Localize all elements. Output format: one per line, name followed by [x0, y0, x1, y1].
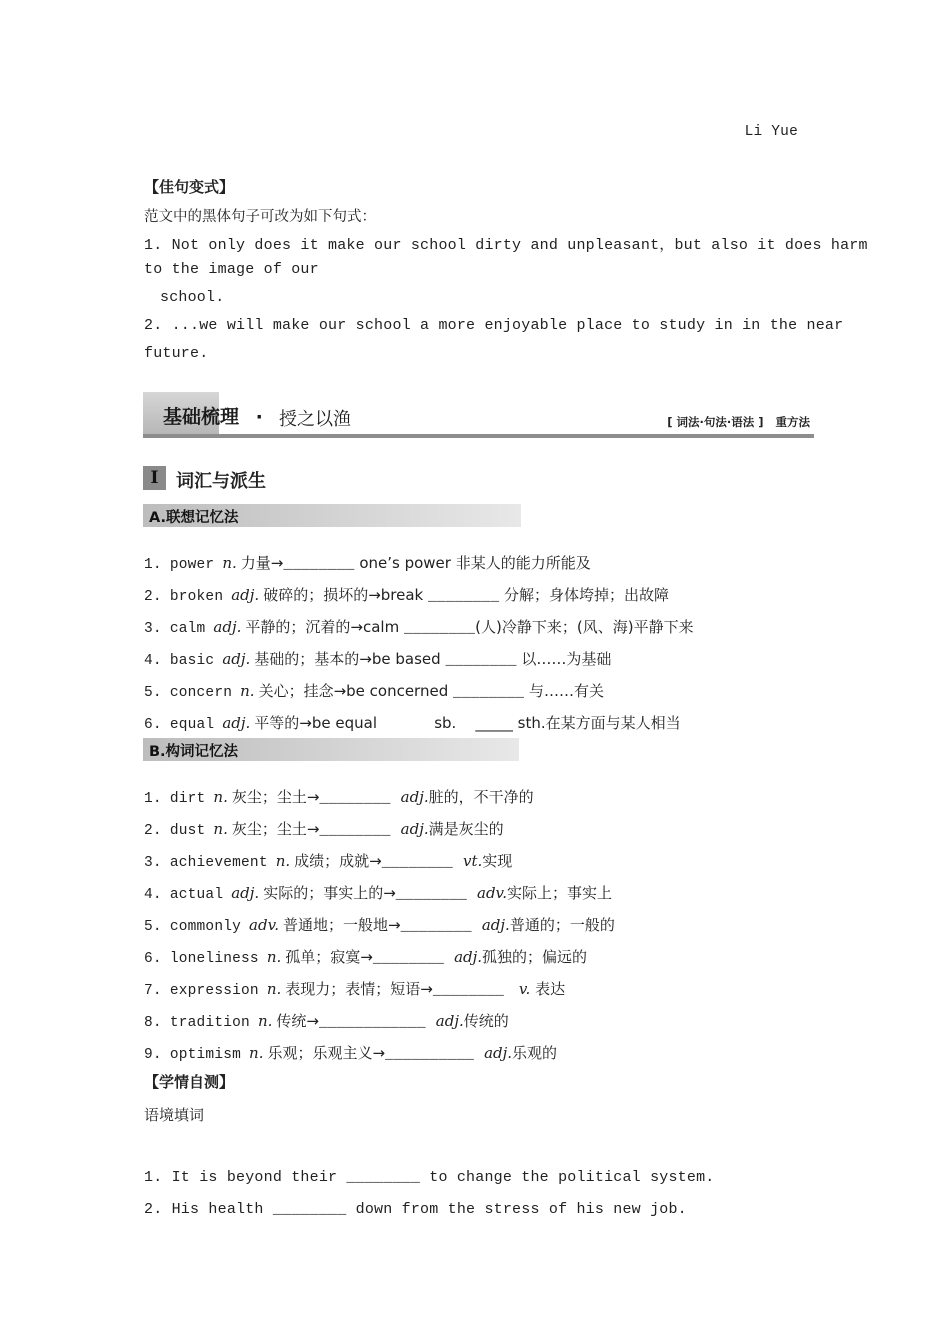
item-word: actual [169, 887, 224, 903]
item-pos: adj. [222, 714, 251, 732]
item-word: concern [169, 685, 233, 701]
item-pos-derived: vt. [462, 852, 483, 870]
item-rest: 传统的 [463, 1012, 509, 1030]
vocab-item [144, 914, 615, 935]
item-rest: 乐观的 [512, 1044, 558, 1062]
item-number: 9. [144, 1047, 162, 1063]
selftest-subheading: 语境填词 [144, 1106, 205, 1124]
item-number: 4. [144, 653, 162, 669]
item-word: dirt [169, 791, 206, 807]
item-rest: 分解；身体垮掉；出故障 [499, 586, 670, 604]
item-number: 6. [144, 717, 162, 733]
item-pos: n. [222, 554, 237, 572]
item-word: tradition [169, 1015, 250, 1031]
item-number: 3. [144, 855, 162, 871]
item-blank: ________ [403, 621, 476, 637]
item-rest: 实现 [482, 852, 513, 870]
item-number: 2. [144, 823, 162, 839]
vocab-item [144, 786, 534, 807]
item-pos-derived: adj. [400, 788, 429, 806]
item-word: achievement [169, 855, 268, 871]
item-meaning: 灰尘；尘土→ [231, 788, 320, 806]
item-word: optimism [169, 1047, 242, 1063]
item-meaning: 灰尘；尘土→ [231, 820, 320, 838]
item-blank: ________ [319, 823, 391, 839]
item-meaning: 平等的→be equal [254, 714, 377, 732]
variation-item1-line3: school. [160, 289, 225, 306]
item-rest: 孤独的；偏远的 [482, 948, 588, 966]
item-blank: ________ [445, 653, 517, 669]
part-a-bar [143, 504, 521, 527]
selftest-heading: 【学情自测】 [144, 1073, 235, 1091]
item-meaning: 关心；挂念→be concerned [258, 682, 453, 700]
item-meaning: 表现力；表情；短语→ [285, 980, 433, 998]
section-title: 词汇与派生 [176, 471, 266, 492]
vocab-item [144, 1042, 557, 1063]
item-meaning: 孤单；寂寞→ [285, 948, 373, 966]
item-rest: 与……有关 [524, 682, 604, 700]
vocab-item [144, 648, 611, 669]
item-rest: 脏的，不干净的 [428, 788, 534, 806]
item-rest: 普通的；一般的 [509, 916, 615, 934]
item-pos-derived: adj. [484, 1044, 513, 1062]
item-rest: sb. _____ sth.在某方面与某人相当 [377, 714, 681, 732]
item-pos-derived: v. [514, 980, 531, 998]
item-word: commonly [169, 919, 242, 935]
item-word: basic [169, 653, 215, 669]
item-rest: one’s power 非某人的能力所能及 [354, 554, 591, 572]
vocab-item [144, 1010, 509, 1031]
part-b-bar [143, 738, 519, 761]
variation-item2-line1: 2. ...we will make our school a more enjoyable place to study in in the near [144, 317, 844, 334]
item-meaning: 破碎的；损坏的→break [263, 586, 429, 604]
item-number: 2. [144, 589, 162, 605]
item-blank: ________ [453, 685, 525, 701]
item-meaning: 乐观；乐观主义→ [267, 1044, 386, 1062]
vocab-item [144, 946, 587, 967]
section-number-mark: I [143, 466, 166, 490]
item-blank: ________ [319, 791, 391, 807]
banner-subtitle: 授之以渔 [279, 409, 351, 430]
variation-item2-line2: future. [144, 345, 209, 362]
item-number: 1. [144, 557, 162, 573]
item-number: 5. [144, 685, 162, 701]
banner-right-brackets: [ 词法·句法·语法 ] [667, 415, 764, 429]
vocab-item [144, 616, 694, 637]
item-pos-derived: adj. [454, 948, 483, 966]
item-word: loneliness [169, 951, 259, 967]
part-b-title: B.构词记忆法 [149, 744, 239, 760]
item-number: 6. [144, 951, 162, 967]
item-pos-derived: adj. [400, 820, 429, 838]
item-number: 7. [144, 983, 162, 999]
item-pos: n. [213, 820, 228, 838]
variation-item1-line2: to the image of our [144, 261, 319, 278]
part-a-title: A.联想记忆法 [149, 510, 239, 526]
item-number: 4. [144, 887, 162, 903]
item-blank: ________ [428, 589, 500, 605]
item-pos: n. [257, 1012, 273, 1030]
item-meaning: 成绩；成就→ [294, 852, 382, 870]
item-meaning: 力量→ [240, 554, 284, 572]
section-banner [143, 392, 814, 438]
variation-heading: 【佳句变式】 [144, 178, 235, 196]
item-meaning: 传统→ [276, 1012, 319, 1030]
item-word: expression [169, 983, 259, 999]
vocab-item [144, 850, 512, 871]
item-blank: ________ [395, 887, 467, 903]
banner-title [163, 402, 263, 429]
item-rest: 表达 [530, 980, 566, 998]
item-rest: 实际上；事实上 [507, 884, 613, 902]
item-pos: n. [266, 980, 282, 998]
item-number: 8. [144, 1015, 162, 1031]
vocab-item [144, 712, 681, 733]
item-meaning: 基础的；基本的→be based [254, 650, 446, 668]
item-pos: n. [275, 852, 291, 870]
item-blank: ________ [381, 855, 453, 871]
item-meaning: 平静的；沉着的→calm [245, 618, 404, 636]
vocab-item [144, 584, 669, 605]
banner-rule [143, 434, 814, 438]
item-rest: 以……为基础 [516, 650, 612, 668]
vocab-item [144, 818, 504, 839]
variation-intro: 范文中的黑体句子可改为如下句式： [144, 209, 376, 225]
item-blank: __________ [385, 1047, 475, 1063]
item-word: dust [169, 823, 206, 839]
item-word: power [169, 557, 215, 573]
item-pos: adj. [213, 618, 242, 636]
selftest-question-2: 2. His health ________ down from the stress of his new job. [144, 1201, 687, 1218]
item-pos-derived: adv. [477, 884, 508, 902]
item-meaning: 普通地；一般地→ [283, 916, 401, 934]
vocab-item [144, 680, 604, 701]
item-rest: (人)冷静下来；(风、海)平静下来 [475, 618, 694, 636]
item-word: calm [169, 621, 206, 637]
item-word: broken [169, 589, 224, 605]
item-number: 3. [144, 621, 162, 637]
item-blank: ________ [283, 557, 355, 573]
item-blank: ________ [372, 951, 445, 967]
item-pos: n. [266, 948, 282, 966]
item-pos-derived: adj. [435, 1012, 464, 1030]
vocab-item [144, 978, 565, 999]
selftest-question-1: 1. It is beyond their ________ to change the political system. [144, 1169, 715, 1186]
item-rest: 满是灰尘的 [428, 820, 504, 838]
item-blank: ____________ [318, 1015, 426, 1031]
item-number: 1. [144, 791, 162, 807]
item-pos: adj. [231, 586, 260, 604]
item-pos: adj. [222, 650, 251, 668]
banner-dot: · [255, 406, 263, 428]
item-blank: ________ [400, 919, 472, 935]
item-pos: n. [249, 1044, 264, 1062]
item-meaning: 实际的；事实上的→ [263, 884, 396, 902]
banner-title-text: 基础梳理 [163, 406, 240, 428]
item-pos: n. [213, 788, 228, 806]
author-signature: Li Yue [744, 124, 798, 140]
item-pos-derived: adj. [481, 916, 510, 934]
item-word: equal [169, 717, 215, 733]
banner-right [667, 414, 810, 430]
vocab-item [144, 552, 591, 573]
item-pos: adj. [231, 884, 260, 902]
vocab-item [144, 882, 612, 903]
item-pos: adv. [249, 916, 280, 934]
item-number: 5. [144, 919, 162, 935]
item-pos: n. [240, 682, 255, 700]
banner-right-label: 重方法 [775, 415, 810, 429]
item-blank: ________ [432, 983, 505, 999]
variation-item1-line1: 1. Not only does it make our school dirty and unpleasant，but also it does harm [144, 237, 868, 254]
